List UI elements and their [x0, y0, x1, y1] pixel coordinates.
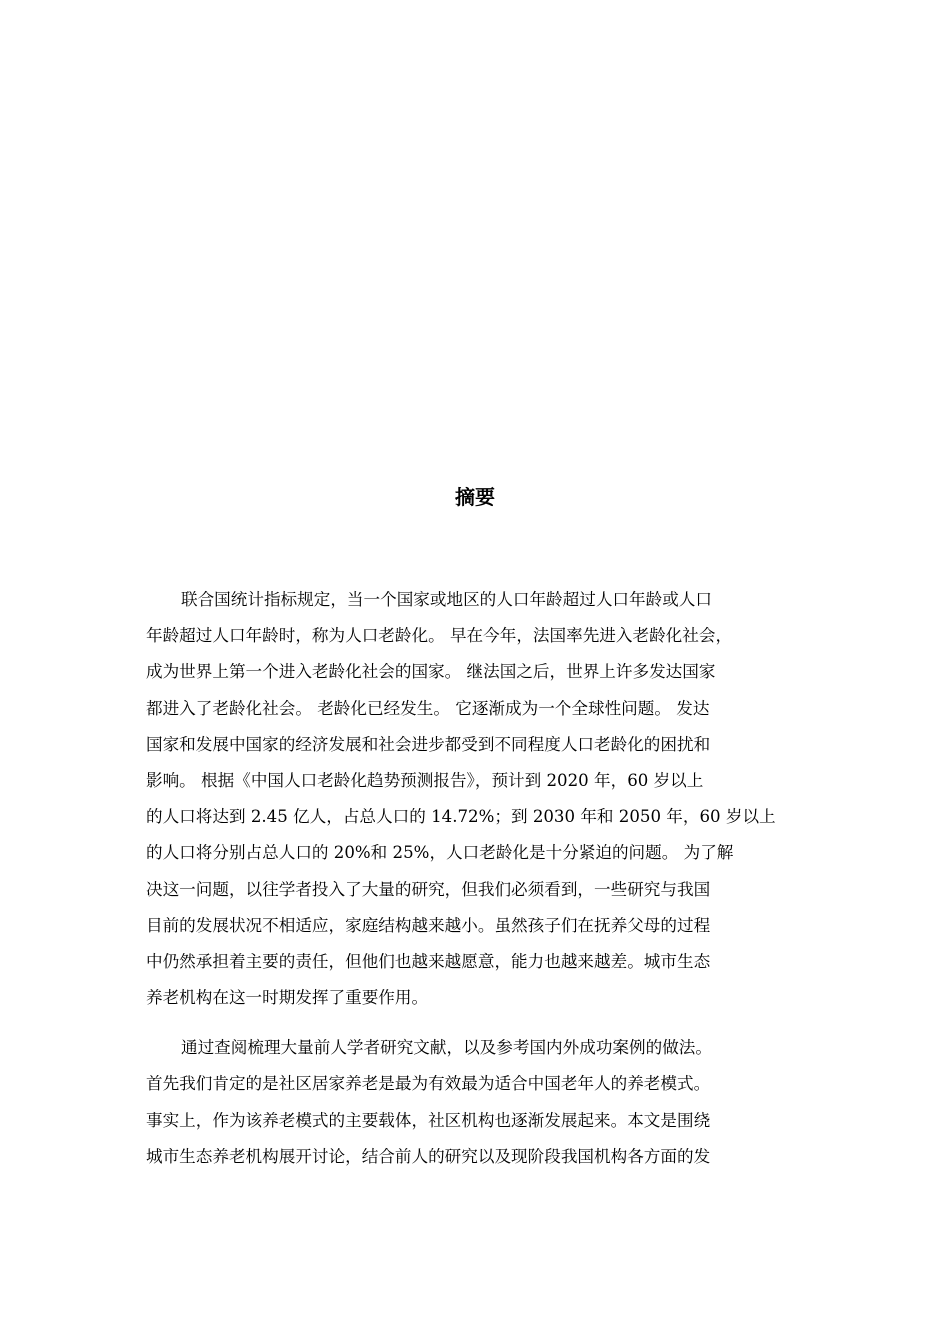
text-line: 国家和发展中国家的经济发展和社会进步都受到不同程度人口老龄化的困扰和: [146, 734, 711, 754]
text-line: 年龄超过人口年龄时，称为人口老龄化。 早在今年，法国率先进入老龄化社会，: [146, 626, 733, 646]
text-line: 成为世界上第一个进入老龄化社会的国家。 继法国之后，世界上许多发达国家: [146, 662, 716, 682]
text-line: 目前的发展状况不相适应，家庭结构越来越小。虽然孩子们在抚养父母的过程: [146, 915, 711, 935]
text-line: 联合国统计指标规定，当一个国家或地区的人口年龄超过人口年龄或人口: [181, 590, 712, 609]
text-line: 养老机构在这一时期发挥了重要作用。: [146, 988, 429, 1008]
text-line: 首先我们肯定的是社区居家养老是最为有效最为适合中国老年人的养老模式。: [146, 1074, 711, 1094]
abstract-body: [146, 582, 826, 1175]
text-line: 都进入了老龄化社会。 老龄化已经发生。 它逐渐成为一个全球性问题。 发达: [146, 698, 710, 718]
text-line: 事实上，作为该养老模式的主要载体，社区机构也逐渐发展起来。本文是围绕: [146, 1110, 711, 1130]
paragraph-1: [146, 582, 826, 1016]
paragraph-2: [146, 1030, 826, 1175]
text-line: 影响。 根据《中国人口老龄化趋势预测报告》，预计到 2020 年，60 岁以上: [146, 770, 704, 790]
text-line: 决这一问题，以往学者投入了大量的研究，但我们必须看到，一些研究与我国: [146, 879, 711, 899]
text-line: 通过查阅梳理大量前人学者研究文献，以及参考国内外成功案例的做法。: [181, 1038, 712, 1058]
text-line: 的人口将分别占总人口的 20%和 25%，人口老龄化是十分紧迫的问题。 为了解: [146, 843, 734, 863]
text-line: 中仍然承担着主要的责任，但他们也越来越愿意，能力也越来越差。城市生态: [146, 951, 711, 971]
text-line: 的人口将达到 2.45 亿人，占总人口的 14.72%；到 2030 年和 2050 年，60 岁以上: [146, 807, 776, 827]
page-title: 摘要: [455, 485, 495, 509]
text-line: 城市生态养老机构展开讨论，结合前人的研究以及现阶段我国机构各方面的发: [146, 1146, 711, 1166]
paragraph-spacer: [146, 1016, 826, 1030]
